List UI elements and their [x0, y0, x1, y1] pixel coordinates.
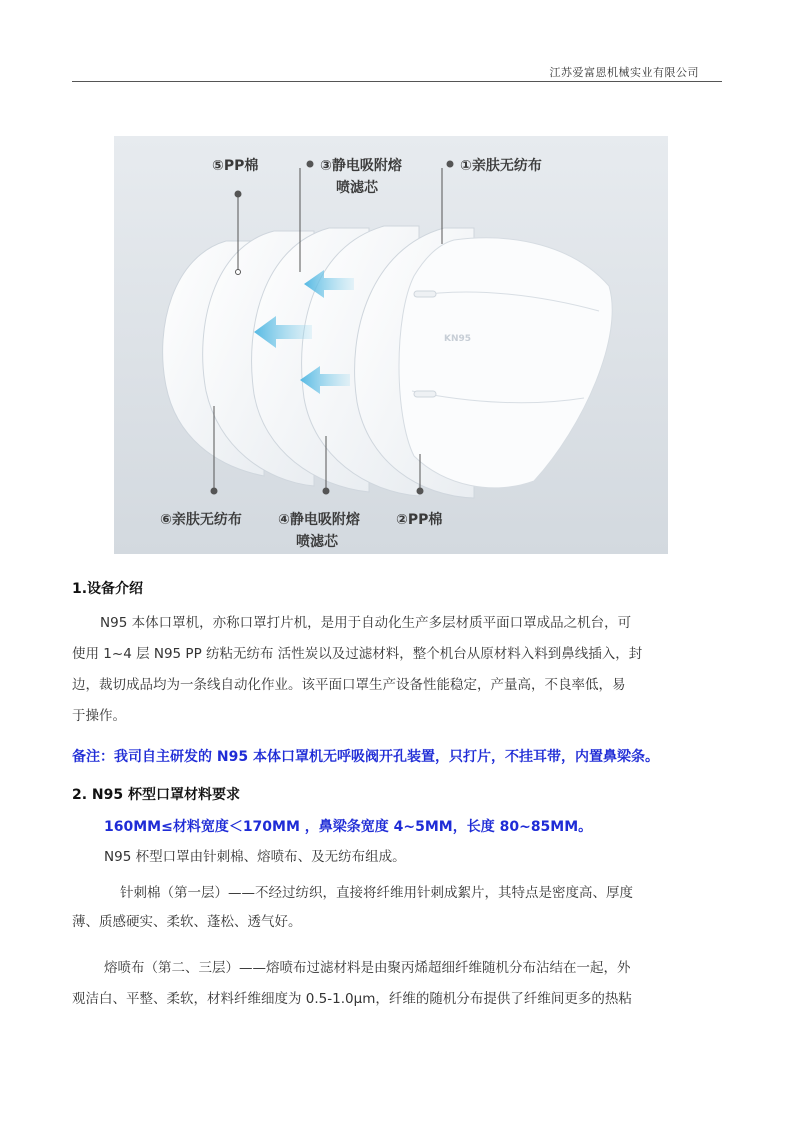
label-skin-nonwoven-6: ⑥亲肤无纺布: [160, 512, 242, 528]
label-pp-cotton-2: ②PP棉: [396, 512, 443, 528]
label-pp-cotton-5: ⑤PP棉: [212, 158, 259, 174]
section1-heading: 1.设备介绍: [72, 581, 144, 597]
label-meltblown-4-line1: ④静电吸附熔: [278, 512, 360, 528]
mask-print-text: KN95: [444, 334, 472, 344]
meltblown-line1: 熔喷布（第二、三层）——熔喷布过滤材料是由聚丙烯超细纤维随机分布沾结在一起，外: [104, 960, 631, 976]
meltblown-line2: 观洁白、平整、柔软，材料纤维细度为 0.5-1.0μm，纤维的随机分布提供了纤维间更多的热粘: [72, 991, 632, 1007]
mask-layers-figure: [114, 136, 668, 554]
header-company-name: 江苏爱富恩机械实业有限公司: [549, 66, 699, 79]
label-meltblown-3-line1: ③静电吸附熔: [320, 158, 402, 174]
label-skin-nonwoven-1: ①亲肤无纺布: [460, 158, 542, 174]
needle-cotton-line2: 薄、质感硬实、柔软、蓬松、透气好。: [72, 914, 302, 930]
header-divider: [72, 81, 722, 82]
section2-intro: N95 杯型口罩由针刺棉、熔喷布、及无纺布组成。: [104, 849, 406, 865]
section1-para-line4: 于操作。: [72, 708, 126, 724]
section1-note: 备注：我司自主研发的 N95 本体口罩机无呼吸阀开孔装置，只打片，不挂耳带，内置鼻梁条。: [72, 749, 659, 765]
label-meltblown-3-line2: 喷滤芯: [336, 180, 378, 196]
needle-cotton-line1: 针刺棉（第一层）——不经过纺织，直接将纤维用针刺成絮片，其特点是密度高、厚度: [120, 885, 633, 901]
label-meltblown-4-line2: 喷滤芯: [296, 534, 338, 550]
section1-para-line1: N95 本体口罩机，亦称口罩打片机，是用于自动化生产多层材质平面口罩成品之机台，可: [100, 615, 632, 631]
section1-para-line3: 边，裁切成品均为一条线自动化作业。该平面口罩生产设备性能稳定，产量高，不良率低，易: [72, 677, 626, 693]
section2-spec: 160MM≤材料宽度＜170MM ，鼻梁条宽度 4~5MM，长度 80~85MM。: [104, 819, 593, 835]
section2-heading: 2. N95 杯型口罩材料要求: [72, 787, 241, 803]
section1-para-line2: 使用 1~4 层 N95 PP 纺粘无纺布 活性炭以及过滤材料，整个机台从原材料入料到鼻线插入，封: [72, 646, 643, 662]
